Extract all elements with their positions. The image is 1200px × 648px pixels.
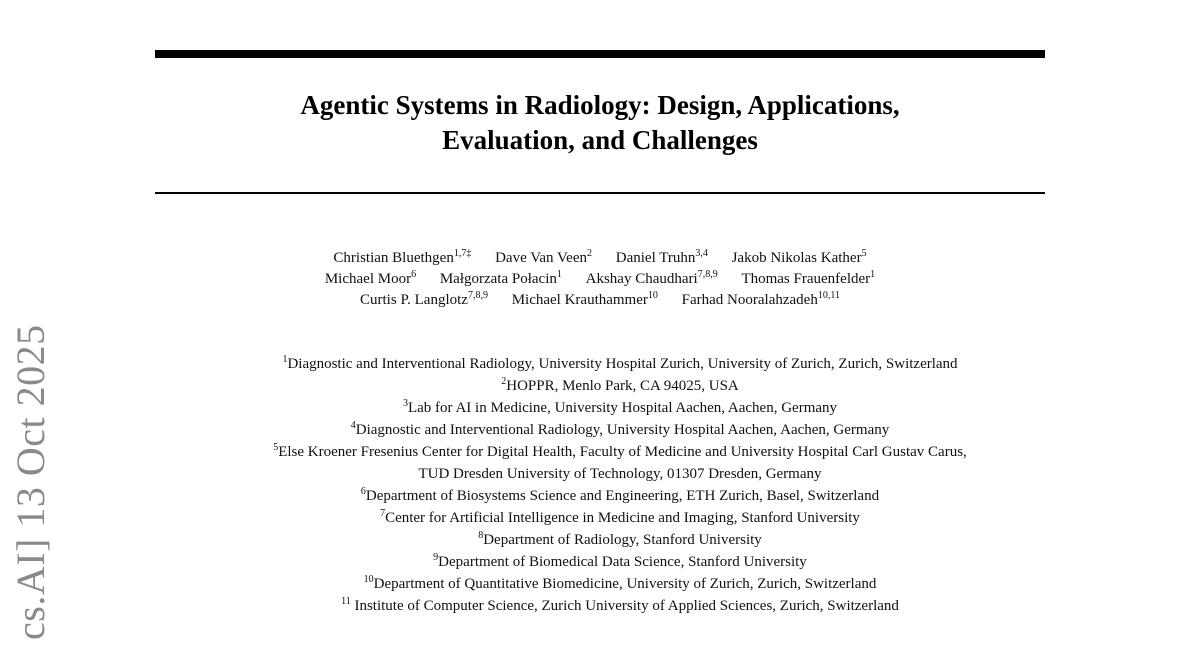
affiliation-text: Department of Radiology, Stanford University bbox=[483, 532, 762, 548]
author bbox=[741, 269, 875, 290]
author-affiliation-mark: 7,8,9 bbox=[697, 269, 718, 280]
affiliation-number: 6 bbox=[360, 486, 366, 497]
affiliation bbox=[120, 529, 1120, 551]
affiliation-text: Diagnostic and Interventional Radiology, University Hospital Zurich, University of Zurich, Zurich, Switzerland bbox=[287, 356, 958, 372]
affiliation-text: Diagnostic and Interventional Radiology, University Hospital Aachen, Aachen, Germany bbox=[355, 422, 890, 438]
affiliation-number: 11 bbox=[341, 596, 351, 607]
paper-title-line-1: Agentic Systems in Radiology: Design, Applications, bbox=[300, 90, 900, 120]
author-name: Małgorzata Połacin bbox=[439, 271, 557, 287]
author bbox=[495, 248, 592, 269]
author-name: Curtis P. Langlotz bbox=[360, 292, 468, 308]
affiliation bbox=[120, 441, 1120, 463]
affiliation-text: Department of Biomedical Data Science, Stanford University bbox=[438, 554, 807, 570]
author bbox=[732, 248, 867, 269]
paper-title-line-2: Evaluation, and Challenges bbox=[442, 125, 758, 155]
author-name: Farhad Nooralahzadeh bbox=[681, 292, 818, 308]
affiliation-text: Department of Quantitative Biomedicine, University of Zurich, Zurich, Switzerland bbox=[373, 576, 877, 592]
author-line bbox=[155, 269, 1045, 290]
author bbox=[440, 269, 562, 290]
author-name: Christian Bluethgen bbox=[333, 250, 454, 266]
author-affiliation-mark: 6 bbox=[411, 269, 417, 280]
affiliation-number: 2 bbox=[501, 376, 507, 387]
author-affiliation-mark: 2 bbox=[587, 248, 592, 259]
affiliation-text: Department of Biosystems Science and Engineering, ETH Zurich, Basel, Switzerland bbox=[365, 488, 880, 504]
title-top-rule bbox=[155, 50, 1045, 58]
author bbox=[586, 269, 718, 290]
author bbox=[325, 269, 416, 290]
affiliation bbox=[120, 595, 1120, 617]
author-line bbox=[155, 290, 1045, 311]
author-line bbox=[155, 248, 1045, 269]
affiliation bbox=[120, 353, 1120, 375]
author-name: Jakob Nikolas Kather bbox=[731, 250, 862, 266]
author-name: Akshay Chaudhari bbox=[585, 271, 698, 287]
affiliation-list bbox=[120, 353, 1120, 617]
title-bottom-rule bbox=[155, 192, 1045, 194]
affiliation-text: TUD Dresden University of Technology, 01307 Dresden, Germany bbox=[418, 466, 822, 482]
paper-title bbox=[155, 88, 1045, 158]
author bbox=[682, 290, 840, 311]
author bbox=[333, 248, 471, 269]
author-affiliation-mark: 10,11 bbox=[817, 290, 840, 301]
author-name: Michael Moor bbox=[324, 271, 412, 287]
affiliation-number: 1 bbox=[282, 354, 288, 365]
author-name: Thomas Frauenfelder bbox=[741, 271, 871, 287]
author bbox=[512, 290, 658, 311]
author-affiliation-mark: 1 bbox=[556, 269, 562, 280]
affiliation-number: 3 bbox=[402, 398, 408, 409]
affiliation bbox=[120, 507, 1120, 529]
affiliation-continuation bbox=[120, 463, 1120, 485]
affiliation-number: 8 bbox=[478, 530, 484, 541]
affiliation-text: Lab for AI in Medicine, University Hospital Aachen, Aachen, Germany bbox=[407, 400, 838, 416]
affiliation-number: 4 bbox=[350, 420, 356, 431]
affiliation bbox=[120, 375, 1120, 397]
affiliation-text: HOPPR, Menlo Park, CA 94025, USA bbox=[506, 378, 739, 394]
affiliation bbox=[120, 551, 1120, 573]
affiliation-text: Center for Artificial Intelligence in Medicine and Imaging, Stanford University bbox=[385, 510, 860, 526]
author-name: Michael Krauthammer bbox=[511, 292, 648, 308]
author-name: Daniel Truhn bbox=[615, 250, 696, 266]
affiliation bbox=[120, 573, 1120, 595]
author-list bbox=[155, 248, 1045, 311]
affiliation bbox=[120, 485, 1120, 507]
author-affiliation-mark: 7,8,9 bbox=[467, 290, 488, 301]
arxiv-side-stamp: cs.AI] 13 Oct 2025 bbox=[8, 324, 53, 640]
affiliation-text: Else Kroener Fresenius Center for Digital Health, Faculty of Medicine and University Hospital Carl Gustav Carus, bbox=[278, 444, 967, 460]
affiliation bbox=[120, 419, 1120, 441]
affiliation-text: Institute of Computer Science, Zurich University of Applied Sciences, Zurich, Switzerland bbox=[350, 598, 899, 614]
affiliation-number: 5 bbox=[273, 442, 279, 453]
author-affiliation-mark: 10 bbox=[647, 290, 658, 301]
author-affiliation-mark: 5 bbox=[861, 248, 867, 259]
author-affiliation-mark: 3,4 bbox=[695, 248, 708, 259]
affiliation-number: 7 bbox=[380, 508, 386, 519]
author-affiliation-mark: 1,7‡ bbox=[453, 248, 472, 259]
affiliation-number: 9 bbox=[433, 552, 439, 563]
author-affiliation-mark: 1 bbox=[870, 269, 876, 280]
author bbox=[360, 290, 488, 311]
author bbox=[616, 248, 708, 269]
author-name: Dave Van Veen bbox=[495, 250, 587, 266]
affiliation bbox=[120, 397, 1120, 419]
affiliation-number: 10 bbox=[363, 574, 374, 585]
